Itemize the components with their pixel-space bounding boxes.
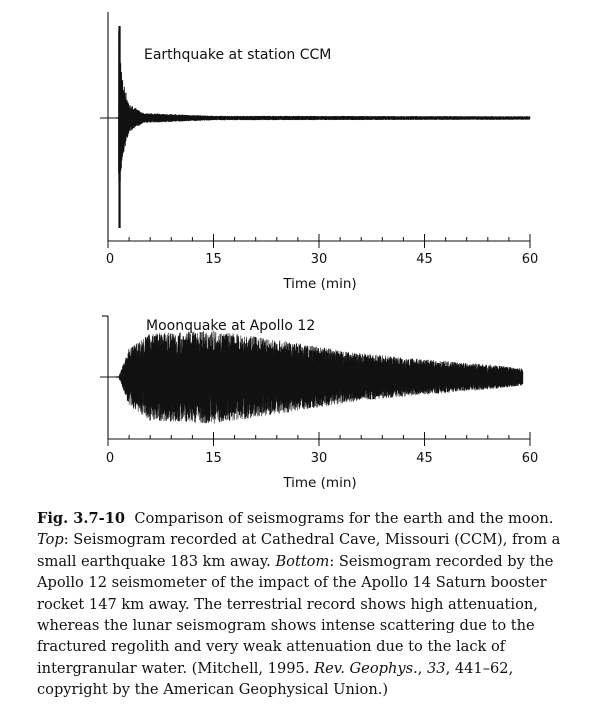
moonquake-waveform <box>119 331 523 424</box>
moonquake-x-tick-labels <box>106 451 538 466</box>
earthquake-tick-label-15: 15 <box>205 252 222 267</box>
earthquake-x-ticks <box>108 234 530 248</box>
moonquake-tick-label-45: 45 <box>416 451 433 466</box>
caption-comma: , <box>417 659 423 677</box>
moonquake-tick-label-15: 15 <box>205 451 222 466</box>
caption-bottom-text: : Seismogram recorded by the Apollo 12 seismometer of the impact of the Apollo 14 Saturn booster rocket 147 km away. The terrestrial record shows high attenuation, whereas the lunar seismogram shows intense scattering due to the fractured regolith and very weak attenuation due to the lack of intergranular water. (Mitchell, 1995. <box>37 552 554 677</box>
earthquake-x-axis-label: Time (min) <box>283 276 357 292</box>
caption-top-label: Top <box>37 531 64 549</box>
moonquake-tick-label-60: 60 <box>521 451 539 466</box>
caption-pages: , 441–62, copyright by the American Geophysical Union.) <box>37 659 514 699</box>
moonquake-x-axis-label: Time (min) <box>283 475 357 491</box>
moonquake-trace <box>116 331 523 424</box>
caption-top-text: : Seismogram recorded at Cathedral Cave, Missouri (CCM), from a small earthquake 183 km away. <box>37 531 561 570</box>
moonquake-title: Moonquake at Apollo 12 <box>146 318 316 334</box>
earthquake-tick-label-60: 60 <box>521 252 539 267</box>
caption-figure-label: Fig. 3.7-10 <box>37 510 126 527</box>
earthquake-tick-label-30: 30 <box>310 252 328 267</box>
moonquake-x-ticks <box>108 432 530 446</box>
earthquake-panel <box>100 12 538 292</box>
earthquake-x-tick-labels <box>106 252 538 267</box>
earthquake-tick-label-0: 0 <box>105 252 115 267</box>
moonquake-tick-label-0: 0 <box>105 451 115 466</box>
figure-caption <box>37 508 582 701</box>
moonquake-panel <box>100 316 538 491</box>
caption-volume: 33 <box>427 659 446 677</box>
earthquake-title: Earthquake at station CCM <box>144 47 332 63</box>
caption-journal: Rev. Geophys. <box>314 659 418 677</box>
caption-bottom-label: Bottom <box>275 552 330 570</box>
moonquake-tick-label-30: 30 <box>310 451 328 466</box>
earthquake-tick-label-45: 45 <box>416 252 433 267</box>
caption-intro: Comparison of seismograms for the earth and the moon. <box>134 510 554 527</box>
